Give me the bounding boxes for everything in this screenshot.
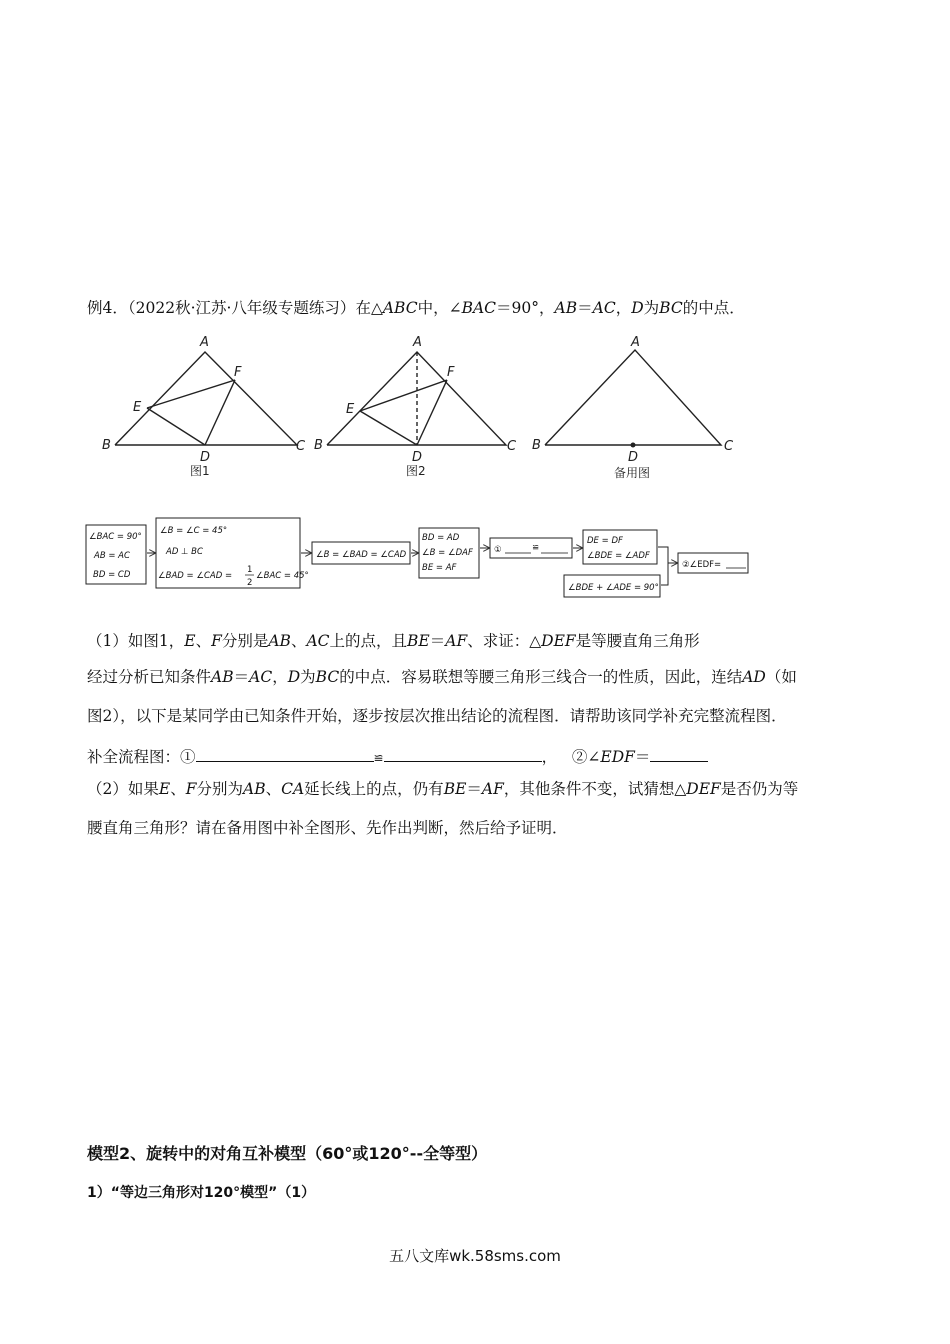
figure-3 xyxy=(545,350,721,445)
flow-text: ∠B = ∠DAF xyxy=(422,548,473,558)
figure-2-caption: 图2 xyxy=(406,464,426,478)
text: 延长线上的点，仍有 xyxy=(304,780,444,798)
label: C xyxy=(724,439,734,454)
flow-text: BD = AD xyxy=(422,533,460,543)
figure-1-caption: 图1 xyxy=(190,464,210,478)
text: ， xyxy=(272,668,288,686)
text: ＝ xyxy=(466,780,482,798)
var: ABC xyxy=(382,299,418,317)
triangle-abc-3 xyxy=(545,350,721,445)
figure-2-labels xyxy=(314,335,517,478)
segment-fd-1 xyxy=(205,380,235,445)
flow-text: ∠BAC = 90° xyxy=(89,532,142,542)
answer-blank-1b[interactable] xyxy=(384,745,542,762)
segment-ef-1 xyxy=(147,380,235,408)
var: D xyxy=(287,668,301,686)
var: AC xyxy=(249,668,273,686)
text: 、 xyxy=(170,780,186,798)
label: C xyxy=(296,439,306,454)
label: B xyxy=(102,438,111,453)
text: ＝ xyxy=(429,632,446,650)
text: 中，∠ xyxy=(417,299,462,317)
text: 、求证：△ xyxy=(467,632,542,650)
var: BE xyxy=(443,780,467,798)
answer-blank-2[interactable] xyxy=(650,745,708,762)
figure-3-caption: 备用图 xyxy=(614,466,651,480)
text: 补全流程图：① xyxy=(87,748,196,766)
label: F xyxy=(234,365,242,380)
text: （1）如图1， xyxy=(87,632,185,650)
text: 上的点，且 xyxy=(329,632,408,650)
label: F xyxy=(447,365,455,380)
var: AD xyxy=(742,668,766,686)
flow-text: BE = AF xyxy=(422,563,457,573)
label: A xyxy=(413,335,422,350)
flow-text: ∠BAC = 45° xyxy=(256,571,309,581)
text: 的中点． xyxy=(682,299,745,317)
figure-1 xyxy=(115,352,297,445)
var: BE xyxy=(407,632,430,650)
text: ＝90°， xyxy=(496,299,555,317)
label: D xyxy=(628,450,639,465)
flow-box-5 xyxy=(490,538,572,558)
figure-2 xyxy=(327,352,506,445)
var: BAC xyxy=(461,299,497,317)
fill-flowchart-line xyxy=(87,745,708,768)
text: 为 xyxy=(300,668,316,686)
text: 分别是 xyxy=(221,632,269,650)
var: D xyxy=(631,299,644,317)
part1-line3: 图2），以下是某同学由已知条件开始，逐步按层次推出结论的流程图．请帮助该同学补充完整流程图． xyxy=(87,707,787,725)
text: 是等腰直角三角形 xyxy=(575,632,700,650)
flow-text: ∠B = ∠C = 45° xyxy=(160,526,228,536)
flow-text: DE = DF xyxy=(587,536,623,546)
flow-text: ∠BDE = ∠ADF xyxy=(587,551,650,561)
var: E xyxy=(184,632,196,650)
flow-text: AB = AC xyxy=(94,551,130,561)
flow-text: ∠BDE + ∠ADE = 90° xyxy=(568,583,659,593)
flow-text: BD = CD xyxy=(93,570,131,580)
text: ＝ xyxy=(634,748,651,766)
label: C xyxy=(507,439,517,454)
text: 的中点．容易联想等腰三角形三线合一的性质，因此，连结 xyxy=(339,668,743,686)
flow-text: AD ⊥ BC xyxy=(166,547,203,557)
label: E xyxy=(133,400,142,415)
figure-1-labels xyxy=(102,335,306,478)
var: BC xyxy=(659,299,683,317)
var: AB xyxy=(211,668,234,686)
flowchart xyxy=(80,512,770,607)
answer-blank-1a[interactable] xyxy=(196,745,374,762)
var: AF xyxy=(445,632,468,650)
var: DEF xyxy=(686,780,721,798)
var: AB xyxy=(243,780,266,798)
example-source: （2022秋·江苏·八年级专题练习） xyxy=(127,299,356,317)
congruent-symbol: ≌ xyxy=(373,751,384,765)
part2-line2: 腰直角三角形？请在备用图中补全图形、先作出判断，然后给予证明． xyxy=(87,819,568,837)
text: 是否仍为等 xyxy=(720,780,799,798)
text: 分别为 xyxy=(196,780,243,798)
var: AC xyxy=(306,632,330,650)
var: DEF xyxy=(541,632,576,650)
segment-ef-2 xyxy=(360,380,447,411)
text: （2）如果 xyxy=(87,780,159,798)
segment-ed-1 xyxy=(147,408,205,445)
text: ②∠ xyxy=(571,748,601,766)
var: AC xyxy=(592,299,616,317)
text: 为 xyxy=(643,299,660,317)
part2-line1 xyxy=(87,779,798,799)
fraction-den: 2 xyxy=(247,578,253,588)
flow-text: ∠B = ∠BAD = ∠CAD xyxy=(316,550,407,560)
example-label: 例4． xyxy=(87,299,128,317)
flow-text: ②∠EDF= xyxy=(682,560,722,570)
text: ＝ xyxy=(233,668,250,686)
label: E xyxy=(346,402,355,417)
part1-line1 xyxy=(87,631,700,651)
figure-3-labels xyxy=(532,335,734,480)
var: F xyxy=(211,632,222,650)
flow-text: ∠BAD = ∠CAD = xyxy=(158,571,233,581)
var: AF xyxy=(481,780,504,798)
text: 、 xyxy=(290,632,307,650)
text: 、 xyxy=(265,780,282,798)
text: （如 xyxy=(765,668,797,686)
text: 、 xyxy=(195,632,212,650)
var: E xyxy=(158,780,171,798)
label: A xyxy=(631,335,640,350)
var: AB xyxy=(268,632,291,650)
text: ， xyxy=(541,748,558,766)
var: EDF xyxy=(600,748,635,766)
label: A xyxy=(200,335,209,350)
var: BC xyxy=(315,668,340,686)
flow-text: ≌ xyxy=(532,543,540,553)
var: AB xyxy=(554,299,578,317)
text: 在△ xyxy=(355,299,383,317)
fraction-num: 1 xyxy=(247,565,253,575)
label: D xyxy=(200,450,211,465)
var: F xyxy=(185,780,197,798)
label: B xyxy=(532,438,541,453)
model2-subtitle: 1）“等边三角形对120°模型”（1） xyxy=(87,1185,316,1201)
label: B xyxy=(314,438,323,453)
part1-line2 xyxy=(87,667,797,687)
segment-ed-2 xyxy=(360,411,417,445)
point-d xyxy=(631,443,636,448)
flow-text: ① xyxy=(494,545,502,555)
text: ＝ xyxy=(577,299,593,317)
text: 经过分析已知条件 xyxy=(87,668,212,686)
footer-watermark: 五八文库wk.58sms.com xyxy=(389,1247,561,1265)
triangle-abc-1 xyxy=(115,352,297,445)
text: ，其他条件不变，试猜想△ xyxy=(503,780,687,798)
model2-title: 模型2、旋转中的对角互补模型（60°或120°--全等型） xyxy=(87,1144,488,1163)
text: ， xyxy=(615,299,632,317)
var: CA xyxy=(281,780,305,798)
geometry-figures xyxy=(0,0,950,500)
label: D xyxy=(412,450,423,465)
